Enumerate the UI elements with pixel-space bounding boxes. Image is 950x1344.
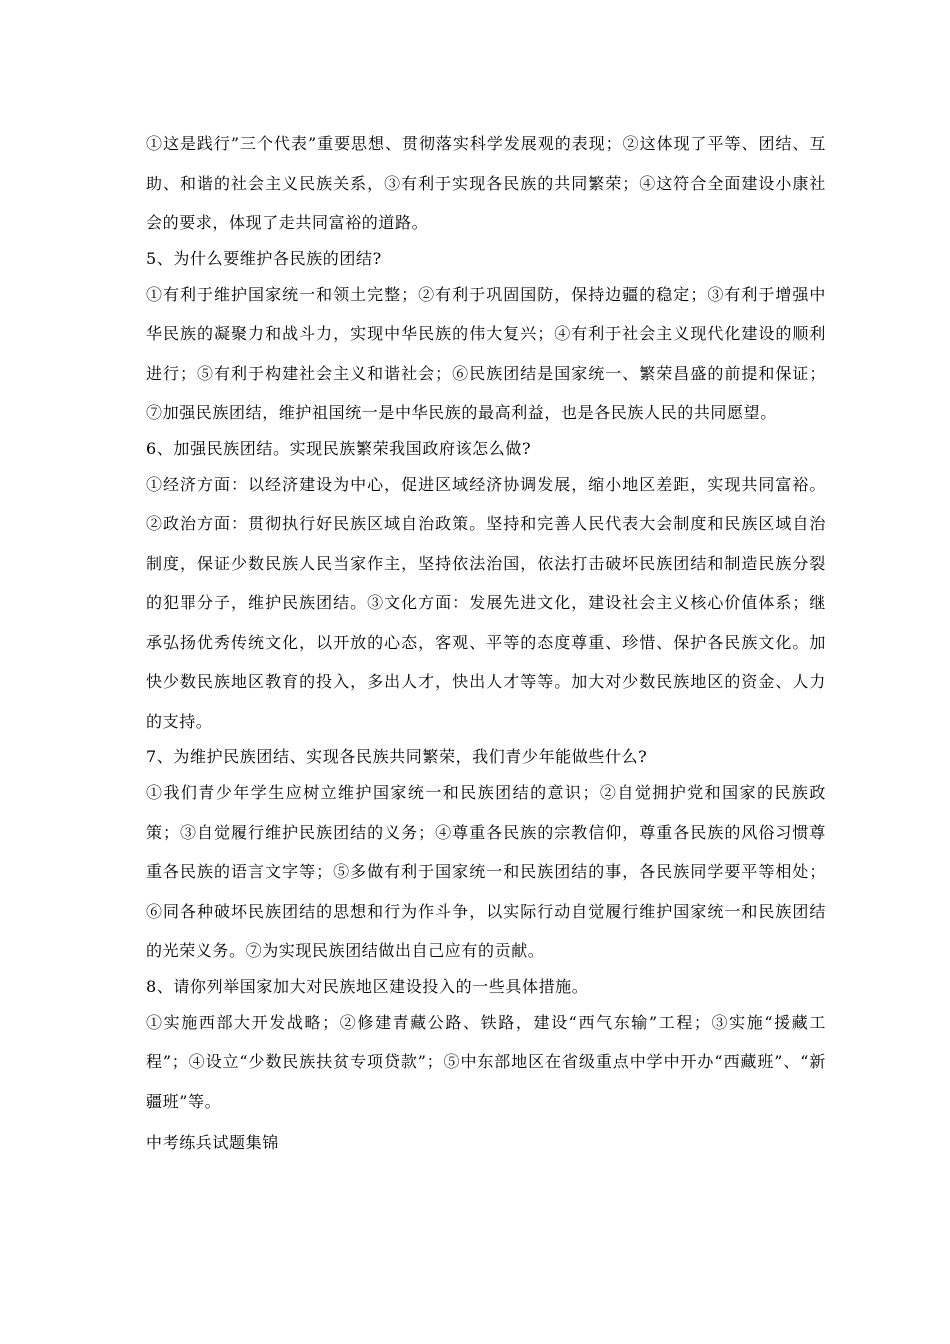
question-5-heading: 5、为什么要维护各民族的团结? xyxy=(146,248,382,268)
question-7-heading: 7、为维护民族团结、实现各民族共同繁荣，我们青少年能做些什么? xyxy=(146,747,648,766)
document-body xyxy=(146,124,826,1159)
question-8-heading: 8、请你列举国家加大对民族地区建设投入的一些具体措施。 xyxy=(146,976,589,996)
paragraph-answer-5: ①有利于维护国家统一和领土完整；②有利于巩固国防，保持边疆的稳定；③有利于增强中华民族的凝聚力和战斗力，实现中华民族的伟大复兴；④有利于社会主义现代化建设的顺利进行；⑤有利于构建社会主义和谐社会；⑥民族团结是国家统一、繁荣昌盛的前提和保证；⑦加强民族团结，维护祖国统一是中华民族的最高利益，也是各民族人民的共同愿望。 xyxy=(146,284,826,422)
paragraph-answer-7: ①我们青少年学生应树立维护国家统一和民族团结的意识；②自觉拥护党和国家的民族政策；③自觉履行维护民族团结的义务；④尊重各民族的宗教信仰，尊重各民族的风俗习惯尊重各民族的语言文字等；⑤多做有利于国家统一和民族团结的事，各民族同学要平等相处；⑥同各种破坏民族团结的思想和行为作斗争，以实际行动自觉履行维护国家统一和民族团结的光荣义务。⑦为实现民族团结做出自己应有的贡献。 xyxy=(146,783,826,960)
paragraph-answer-4: ①这是践行”三个代表”重要思想、贯彻落实科学发展观的表现；②这体现了平等、团结、互助、和谐的社会主义民族关系，③有利于实现各民族的共同繁荣；④这符合全面建设小康社会的要求，体现了走共同富裕的道路。 xyxy=(146,134,826,232)
paragraph-answer-8: ①实施西部大开发战略；②修建青藏公路、铁路，建设“西气东输”工程；③实施“援藏工程”；④设立“少数民族扶贫专项贷款”；⑤中东部地区在省级重点中学中开办“西藏班”、“新疆班”等。 xyxy=(146,1012,826,1111)
paragraph-answer-6: ①经济方面：以经济建设为中心，促进区域经济协调发展，缩小地区差距，实现共同富裕。②政治方面：贯彻执行好民族区域自治政策。坚持和完善人民代表大会制度和民族区域自治制度，保证少数民族人民当家作主，坚持依法治国，依法打击破坏民族团结和制造民族分裂的犯罪分子，维护民族团结。③文化方面：发展先进文化，建设社会主义核心价值体系；继承弘扬优秀传统文化，以开放的心态，客观、平等的态度尊重、珍惜、保护各民族文化。加快少数民族地区教育的投入，多出人才，快出人才等等。加大对少数民族地区的资金、人力的支持。 xyxy=(146,474,826,731)
section-title-exam-practice: 中考练兵试题集锦 xyxy=(146,1133,279,1152)
question-6-heading: 6、加强民族团结。实现民族繁荣我国政府该怎么做? xyxy=(146,438,532,458)
